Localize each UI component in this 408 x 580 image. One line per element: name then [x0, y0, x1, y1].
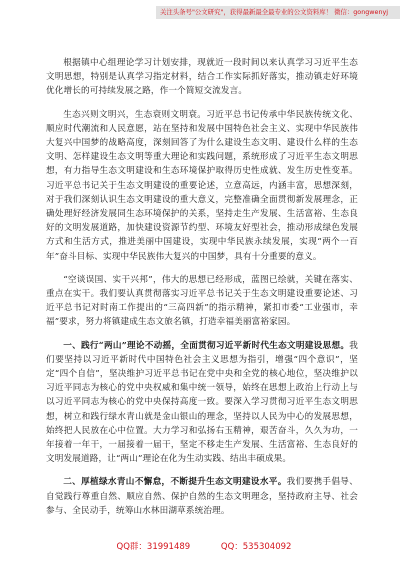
intro-paragraph: 根据镇中心组理论学习计划安排，现就近一段时间以来认真学习习近平生态文明思想，特别是认真学习指定材料，结合工作实际抓好落实，推动镇走好环境优化增长的可持续发展之路，作一个简短交流发言。 [46, 58, 358, 97]
section-one-paragraph [46, 339, 358, 467]
section-two-heading: 二、厚植绿水青山不懈怠，不断提升生态文明建设水平。 [63, 477, 287, 488]
contact-footer [0, 540, 408, 552]
ecology-paragraph: 生态兴则文明兴，生态衰则文明衰。习近平总书记传承中华民族传统文化、顺应时代潮流和人民意愿，站在坚持和发展中国特色社会主义、实现中华民族伟大复兴中国梦的战略高度，深刻回答了为什么建设生态文明、建设什么样的生态文明、怎样建设生态文明等重大理论和实践问题，系统形成了习近平生态文明思想，有力指导生态文明建设和生态环境保护取得历史性成就、发生历史性变革。习近平总书记关于生态文明建设的重要论述，立意高远，内涵丰富，思想深刻，对于我们深刻认识生态文明建设的重大意义，完整准确全面贯彻新发展理念，正确处理好经济发展同生态环境保护的关系，坚持走生产发展、生活富裕、生态良好的文明发展道路，加快建设资源节约型、环境友好型社会，推动形成绿色发展方式和生活方式，推进美丽中国建设，实现中华民族永续发展，实现“两个一百年”奋斗目标、实现中华民族伟大复兴的中国梦，具有十分重要的意义。 [46, 109, 358, 262]
promo-banner: 关注头条号"公文研究"，获得最新最全最专业的公文资料库！ 微信：gongwenyj [156, 6, 400, 19]
section-one-body: 我们要坚持以习近平新时代中国特色社会主义思想为指引，增强“四个意识”，坚定“四个自信”，坚决维护习近平总书记在党中央和全党的核心地位，坚决维护以习近平同志为核心的党中央权威和集中统一领导，始终在思想上政治上行动上与以习近平同志为核心的党中央保持高度一致。要深入学习贯彻习近平生态文明思想，树立和践行绿水青山就是金山银山的理念，坚持以人民为中心的发展思想，始终把人民放在心中位置。大力学习和弘扬右玉精神，艰苦奋斗，久久为功，一年接着一年干，一届接着一届干，坚定不移走生产发展、生活富裕、生态良好的文明发展道路，让“两山”理论在化为生动实践、结出丰硕成果。 [46, 340, 358, 465]
qq-number-label: QQ：535304092 [220, 542, 292, 552]
section-two-body: 我们要携手倡导、自觉践行尊重自然、顺应自然、保护自然的生态文明理念，坚持政府主导、社会参与、全民动手，统筹山水林田湖草系统治理。 [46, 477, 358, 516]
section-one-heading: 一、践行“两山”理论不动摇，全面贯彻习近平新时代生态文明建设思想。 [63, 340, 350, 351]
qq-group-label: QQ群：31991489 [116, 542, 191, 552]
section-two-paragraph [46, 475, 358, 518]
action-paragraph: “空谈误国、实干兴邦”，伟大的思想已经形成，蓝图已绘就，关键在落实、重点在实干。我们要认真贯彻落实习近平总书记关于生态文明建设重要论述、习近平总书记对时南工作提出的“三高四新”的指示精神，紧扣市委“工业强市，幸福”要求，努力将镇建成生态文旅名镇，打造幸福美丽富裕家园。 [46, 274, 358, 328]
document-body [46, 56, 358, 527]
